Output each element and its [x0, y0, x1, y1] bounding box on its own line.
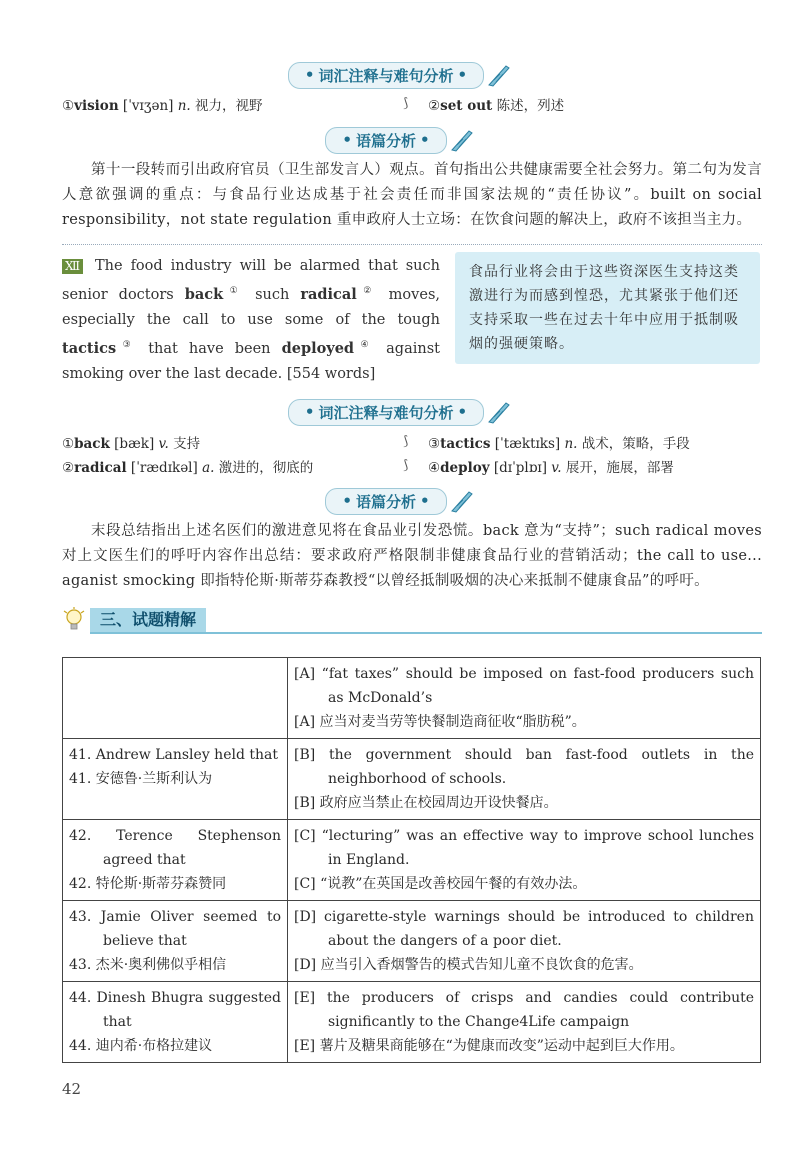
question-cell — [63, 982, 288, 1063]
table-row — [63, 820, 761, 901]
analysis-title-text-2: 语篇分析 — [355, 492, 416, 511]
vocab-pill-2: • 词汇注释与难句分析 • — [288, 399, 484, 426]
question-en: 42. Terence Stephenson agreed that — [69, 828, 281, 868]
analysis-section-title-2 — [0, 488, 800, 514]
option-en: [D] cigarette-style warnings should be introduced to children about the dangers of a poor diet. — [294, 909, 754, 949]
vocab-entry-tactics: ③tactics [ˈtæktɪks] n. 战术，策略，手段 — [428, 436, 690, 452]
option-en: [A] “fat taxes” should be imposed on fast-food producers such as McDonald’s — [294, 666, 754, 706]
analysis-title-text-1: 语篇分析 — [355, 131, 416, 150]
passage-paragraph-12: Ⅻ The food industry will be alarmed that such senior doctors back① such radical② moves, especially the call to use some of the tough tactics③ that have been deployed④ against smoking over the last decade. [554 words] — [62, 258, 440, 382]
table-row — [63, 739, 761, 820]
quill-icon — [449, 488, 475, 514]
quill-icon — [486, 62, 512, 88]
vocab-entry-deploy: ④deploy [dɪˈplɒɪ] v. 展开，施展，部署 — [428, 460, 674, 476]
quill-icon — [486, 399, 512, 425]
divider-icon: ⟆ — [403, 96, 409, 111]
page-number: 42 — [62, 1080, 82, 1098]
analysis-paragraph-1: 第十一段转而引出政府官员（卫生部发言人）观点。首句指出公共健康需要全社会努力。第二句为发言人意欲强调的重点：与食品行业达成基于社会责任而非国家法规的“责任协议”。built on social responsibility，not state regulation 重申政府人士立场：在饮食问题的解决上，政府不该担当主力。 — [62, 162, 762, 228]
translation-box: 食品行业将会由于这些资深医生支持这类激进行为而感到惶恐，尤其紧张于他们还支持采取一些在过去十年中应用于抵制吸烟的强硬策略。 — [455, 252, 760, 364]
vocab-entry-radical: ②radical [ˈrædɪkəl] a. 激进的，彻底的 — [62, 460, 314, 476]
question-cn: 44. 迪内希·布格拉建议 — [69, 1038, 213, 1054]
option-en: [E] the producers of crisps and candies could contribute significantly to the Change4Life campaign — [294, 990, 754, 1030]
vocab-entry-back: ①back [bæk] v. 支持 — [62, 436, 201, 452]
vocab-title-text-2: 词汇注释与难句分析 — [318, 403, 454, 422]
vocab-entry-set-out: ②set out 陈述，列述 — [428, 98, 565, 114]
vocab-entry-vision: ①vision [ˈvɪʒən] n. 视力，视野 — [62, 98, 263, 114]
option-cn: [A] 应当对麦当劳等快餐制造商征收“脂肪税”。 — [294, 714, 586, 730]
option-cell — [288, 982, 761, 1063]
question-cell — [63, 901, 288, 982]
question-cn: 42. 特伦斯·斯蒂芬森赞同 — [69, 876, 227, 892]
option-cell — [288, 658, 761, 739]
option-cn: [B] 政府应当禁止在校园周边开设快餐店。 — [294, 795, 558, 811]
option-cn: [D] 应当引入香烟警告的模式告知儿童不良饮食的危害。 — [294, 957, 643, 973]
option-cn: [C] “说教”在英国是改善校园午餐的有效办法。 — [294, 876, 587, 892]
table-row — [63, 982, 761, 1063]
question-cell — [63, 820, 288, 901]
option-cell — [288, 820, 761, 901]
divider-icon: ⟆ — [403, 434, 409, 449]
vocab-section-title-1 — [0, 62, 800, 88]
analysis-pill-1: • 语篇分析 • — [325, 127, 446, 154]
option-en: [C] “lecturing” was an effective way to improve school lunches in England. — [294, 828, 754, 868]
paragraph-number-badge: Ⅻ — [62, 259, 83, 274]
question-cn: 43. 杰米·奥利佛似乎相信 — [69, 957, 227, 973]
vocab-section-title-2 — [0, 399, 800, 425]
dotted-divider — [62, 244, 762, 245]
question-en: 44. Dinesh Bhugra suggested that — [69, 990, 281, 1030]
option-cn: [E] 薯片及糖果商能够在“为健康而改变”运动中起到巨大作用。 — [294, 1038, 684, 1054]
divider-icon: ⟆ — [403, 458, 409, 473]
option-en: [B] the government should ban fast-food outlets in the neighborhood of schools. — [294, 747, 754, 787]
table-row — [63, 658, 761, 739]
analysis-pill-2: • 语篇分析 • — [325, 488, 446, 515]
question-cell — [63, 739, 288, 820]
analysis-section-title-1 — [0, 127, 800, 153]
vocab-title-text-1: 词汇注释与难句分析 — [318, 66, 454, 85]
part3-rule — [90, 632, 762, 634]
quiz-table — [62, 657, 761, 1063]
table-row — [63, 901, 761, 982]
option-cell — [288, 901, 761, 982]
quill-icon — [449, 127, 475, 153]
part3-title: 三、试题精解 — [90, 608, 206, 632]
analysis-paragraph-2: 末段总结指出上述名医们的激进意见将在食品业引发恐慌。back 意为“支持”；such radical moves 对上文医生们的呼吁内容作出总结：要求政府严格限制非健康食品行业的营销活动；the call to use... aganist smocking 即指特伦斯·斯蒂芬森教授“以曾经抵制吸烟的决心来抵制不健康食品”的呼吁。 — [62, 523, 762, 589]
part3-header — [62, 605, 762, 635]
lightbulb-icon — [62, 607, 86, 633]
question-cn: 41. 安德鲁·兰斯利认为 — [69, 771, 213, 787]
vocab-pill-1: • 词汇注释与难句分析 • — [288, 62, 484, 89]
question-en: 41. Andrew Lansley held that — [69, 747, 278, 763]
question-cell — [63, 658, 288, 739]
option-cell — [288, 739, 761, 820]
question-en: 43. Jamie Oliver seemed to believe that — [69, 909, 281, 949]
